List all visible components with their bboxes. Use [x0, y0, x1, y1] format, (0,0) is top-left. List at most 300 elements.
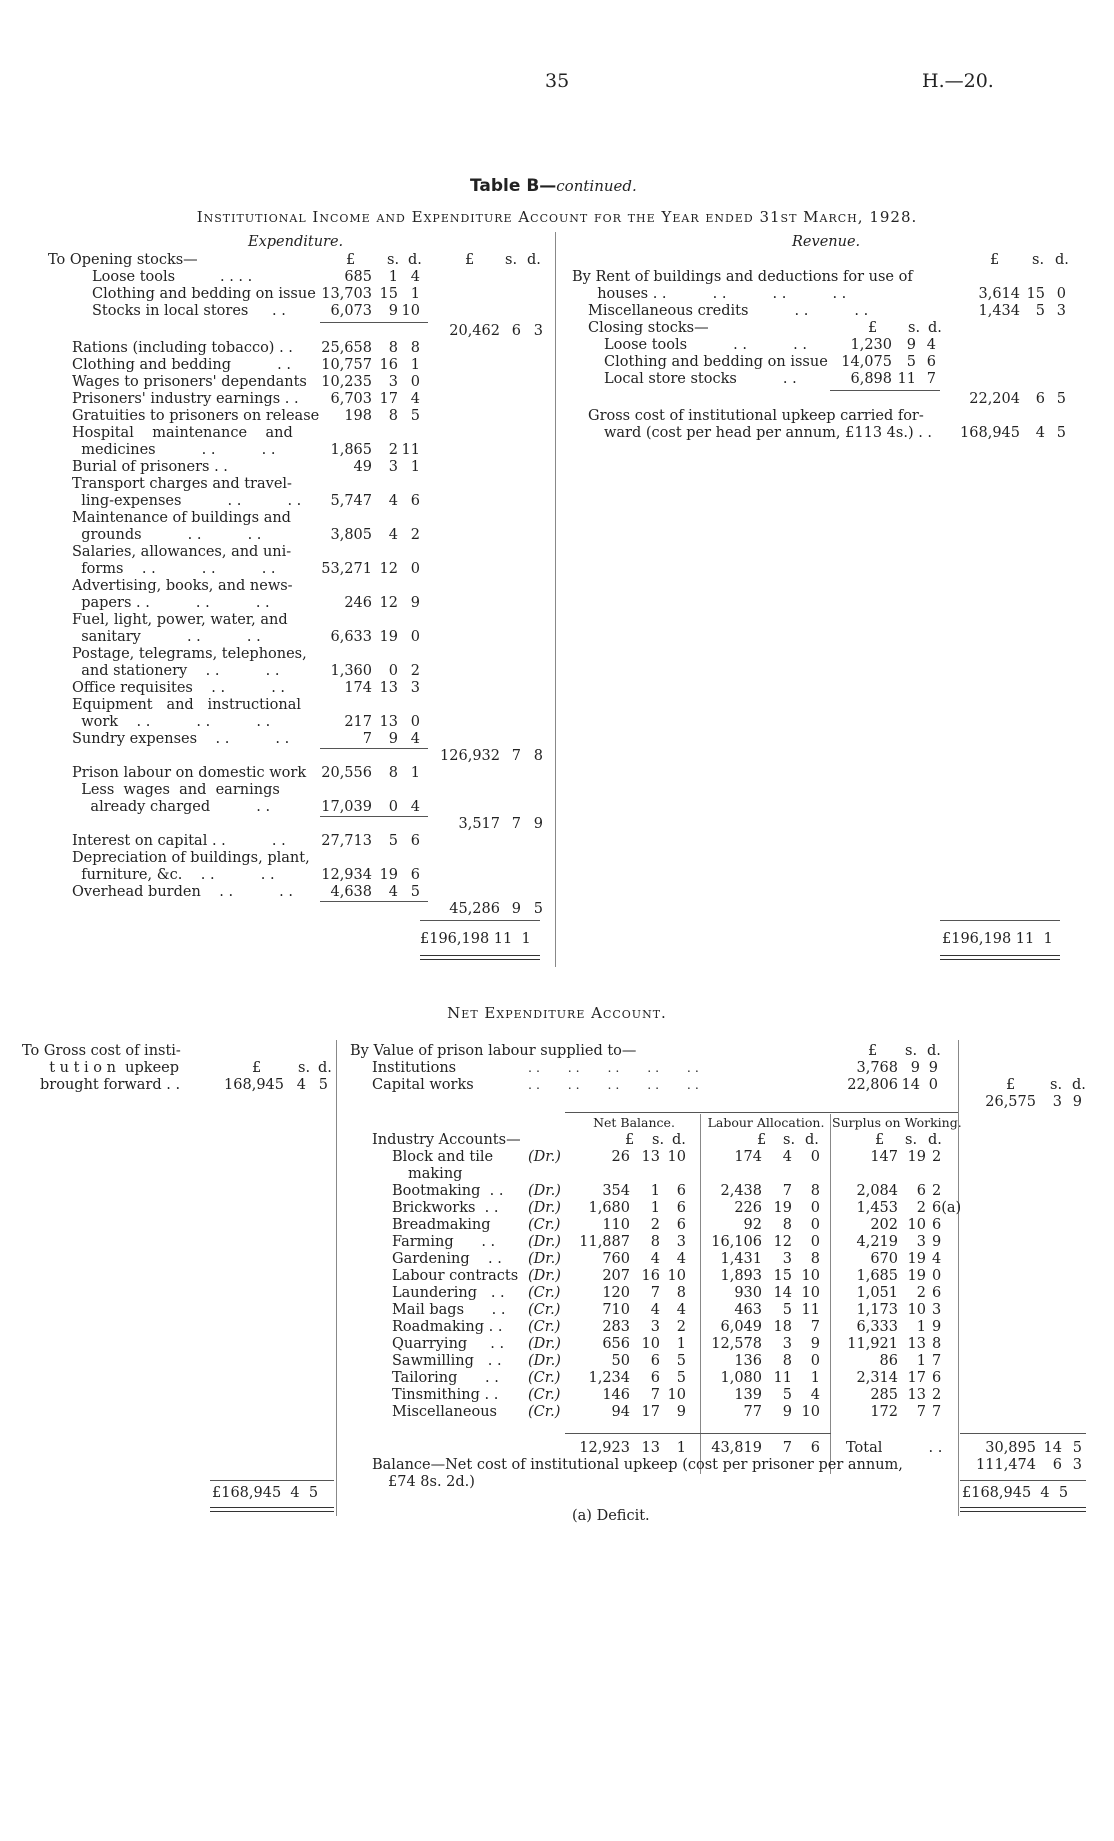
surplus-shillings: 19: [907, 1149, 926, 1165]
row-label: Capital works: [372, 1077, 474, 1093]
col-header-shillings: s.: [1050, 1077, 1063, 1093]
industry-totals: [0, 1440, 1114, 1491]
row-label: sanitary . . . .: [72, 629, 261, 645]
col-header-pounds: £: [990, 252, 1000, 268]
expenditure-item-row: [0, 544, 555, 561]
row-pounds: 12,934: [321, 867, 372, 883]
total-pence: 5: [1072, 1440, 1082, 1456]
row-label: Office requisites . . . .: [72, 680, 286, 696]
net-balance-pounds: 760: [602, 1251, 630, 1267]
labour-allocation-pence: 10: [801, 1268, 820, 1284]
balance-row: [0, 1457, 1114, 1474]
industry-row: [0, 1251, 1114, 1268]
industry-total-rule: [565, 1433, 831, 1434]
surplus-pence: 7: [932, 1353, 942, 1369]
net-balance-shillings: 3: [650, 1319, 660, 1335]
labour-allocation-shillings: 7: [782, 1183, 792, 1199]
surplus-shillings: 13: [907, 1387, 926, 1403]
row-label: Hospital maintenance and: [72, 425, 293, 441]
row-pence: 11: [401, 442, 420, 458]
row-label: ward (cost per head per annum, £113 4s.) . .: [604, 425, 933, 441]
row-pence: 10: [401, 303, 420, 319]
surplus-pence: 6: [932, 1370, 942, 1386]
row-pounds: 685: [344, 269, 372, 285]
row-label: Burial of prisoners . .: [72, 459, 228, 475]
row-shillings: 0: [388, 799, 398, 815]
industry-type: (Cr.): [528, 1404, 561, 1420]
col-header-pounds: £: [625, 1132, 635, 1148]
industry-row: [0, 1319, 1114, 1336]
labour-allocation-shillings: 5: [782, 1302, 792, 1318]
labour-allocation-pence: 0: [810, 1234, 820, 1250]
row-label: ling-expenses . . . .: [72, 493, 302, 509]
col-header-shillings: s.: [905, 1043, 918, 1059]
row-shillings: 12: [379, 595, 398, 611]
row-pounds: 1,865: [330, 442, 372, 458]
industry-type: (Cr.): [528, 1370, 561, 1386]
row-pence: 0: [410, 374, 420, 390]
industry-type: (Cr.): [528, 1302, 561, 1318]
depreciation-row: [0, 867, 555, 884]
labour-allocation-pence: 9: [810, 1336, 820, 1352]
row-shillings: 11: [897, 371, 916, 387]
industry-name: Sawmilling . .: [392, 1353, 502, 1369]
col-header-shillings-total: s.: [505, 252, 518, 268]
labour-allocation-pounds: 43,819: [711, 1440, 762, 1456]
net-balance-pence: 10: [667, 1268, 686, 1284]
row-pounds: 10,757: [321, 357, 372, 373]
total-shillings: 9: [511, 901, 521, 917]
total-shillings: 7: [511, 748, 521, 764]
row-pence: 4: [410, 269, 420, 285]
surplus-shillings: 2: [916, 1200, 926, 1216]
total-pounds: 22,204: [969, 391, 1020, 407]
closing-stocks-label-row: [0, 320, 1114, 337]
row-pence: 4: [926, 337, 936, 353]
labour-allocation-pence: 6: [810, 1440, 820, 1456]
surplus-pounds: 670: [870, 1251, 898, 1267]
total-pence: 9: [533, 816, 543, 832]
row-shillings: 8: [388, 765, 398, 781]
row-label: Loose tools: [92, 269, 176, 285]
closing-stock-row: [0, 337, 1114, 354]
row-pence: 5: [318, 1077, 328, 1093]
net-balance-pence: 3: [676, 1234, 686, 1250]
row-pence: 4: [410, 391, 420, 407]
industry-type: (Cr.): [528, 1285, 561, 1301]
row-pounds: 1,434: [978, 303, 1020, 319]
row-pounds: 6,073: [330, 303, 372, 319]
surplus-pounds: 11,921: [847, 1336, 898, 1352]
total-pounds: 45,286: [449, 901, 500, 917]
industry-row: [0, 1353, 1114, 1370]
labour-allocation-pence: 8: [810, 1183, 820, 1199]
row-label: Loose tools . . . .: [604, 337, 807, 353]
net-balance-shillings: 7: [650, 1285, 660, 1301]
row-pence: 8: [410, 340, 420, 356]
row-pounds: 14,075: [841, 354, 892, 370]
labour-allocation-pence: 0: [810, 1200, 820, 1216]
labour-allocation-pounds: 16,106: [711, 1234, 762, 1250]
surplus-pounds: 1,173: [856, 1302, 898, 1318]
grand-total-rule-expenditure: [420, 920, 540, 921]
closing-stock-row: [0, 371, 1114, 388]
labour-allocation-pence: 8: [810, 1251, 820, 1267]
depreciation-row: [0, 850, 555, 867]
labour-allocation-pounds: 136: [734, 1353, 762, 1369]
net-balance-shillings: 13: [641, 1440, 660, 1456]
row-label: By Rent of buildings and deductions for use of: [572, 269, 913, 285]
net-balance-pence: 5: [676, 1353, 686, 1369]
row-shillings: 2: [388, 442, 398, 458]
row-pounds: 5,747: [330, 493, 372, 509]
row-pence: 0: [410, 714, 420, 730]
total-label: Total . .: [846, 1440, 943, 1456]
net-balance-shillings: 4: [650, 1251, 660, 1267]
expenditure-grand-total: £196,198 11 1: [420, 931, 531, 947]
row-label: brought forward . .: [40, 1077, 181, 1093]
labour-allocation-shillings: 5: [782, 1387, 792, 1403]
less-wages-row: [0, 782, 555, 799]
row-label: Clothing and bedding . .: [72, 357, 291, 373]
labour-allocation-pounds: 1,893: [720, 1268, 762, 1284]
surplus-pounds: 86: [879, 1353, 898, 1369]
sub-header-row: [0, 1132, 1114, 1149]
col-header-pence: d.: [928, 320, 942, 336]
net-balance-pence: 8: [676, 1285, 686, 1301]
footnote: (a) Deficit.: [572, 1508, 650, 1524]
row-shillings: 9: [388, 731, 398, 747]
net-balance-pence: 6: [676, 1217, 686, 1233]
row-label: Salaries, allowances, and uni-: [72, 544, 292, 560]
labour-allocation-pounds: 174: [734, 1149, 762, 1165]
net-balance-pounds: 1,680: [588, 1200, 630, 1216]
surplus-pence: 6: [932, 1217, 942, 1233]
industry-type: (Dr.): [528, 1268, 561, 1284]
surplus-pence: 4: [932, 1251, 942, 1267]
industry-type: (Cr.): [528, 1387, 561, 1403]
row-label: Stocks in local stores: [92, 303, 249, 319]
row-pence: 0: [1056, 286, 1066, 302]
labour-allocation-pounds: 2,438: [720, 1183, 762, 1199]
row-shillings: 8: [388, 340, 398, 356]
surplus-pence: 9: [932, 1319, 942, 1335]
row-pence: 6: [410, 833, 420, 849]
surplus-pence: 9: [932, 1234, 942, 1250]
row-shillings: 4: [1035, 425, 1045, 441]
net-balance-pence: 9: [676, 1404, 686, 1420]
net-balance-pounds: 710: [602, 1302, 630, 1318]
labour-allocation-header: Labour Allocation.: [707, 1115, 825, 1130]
labour-allocation-pounds: 226: [734, 1200, 762, 1216]
col-header-pence: d.: [928, 1132, 942, 1148]
row-shillings: 1: [388, 269, 398, 285]
net-balance-pounds: 656: [602, 1336, 630, 1352]
row-label: Clothing and bedding on issue: [604, 354, 828, 370]
row-pounds: 246: [344, 595, 372, 611]
row-label: Postage, telegrams, telephones,: [72, 646, 307, 662]
surplus-pence: 2: [932, 1387, 942, 1403]
revenue-grand-total: £196,198 11 1: [942, 931, 1053, 947]
row-pounds: 174: [344, 680, 372, 696]
net-balance-pence: 6: [676, 1183, 686, 1199]
surplus-shillings: 7: [916, 1404, 926, 1420]
industry-row: [0, 1217, 1114, 1234]
row-shillings: 12: [379, 561, 398, 577]
total-pounds: 3,517: [458, 816, 500, 832]
row-shillings: 3: [1052, 1094, 1062, 1110]
net-balance-pence: 4: [676, 1251, 686, 1267]
labour-allocation-shillings: 12: [773, 1234, 792, 1250]
labour-allocation-pounds: 92: [743, 1217, 762, 1233]
row-pounds: 168,945: [960, 425, 1020, 441]
net-balance-pounds: 207: [602, 1268, 630, 1284]
row-shillings: 15: [379, 286, 398, 302]
by-label: By Value of prison labour supplied to—: [350, 1043, 637, 1059]
row-shillings: 3: [388, 374, 398, 390]
net-balance-pence: 5: [676, 1370, 686, 1386]
labour-allocation-shillings: 9: [782, 1404, 792, 1420]
industry-row: [0, 1183, 1114, 1200]
industry-name: Roadmaking . .: [392, 1319, 503, 1335]
row-shillings: 0: [388, 663, 398, 679]
row-label: medicines . . . .: [72, 442, 276, 458]
industry-name: Labour contracts: [392, 1268, 519, 1284]
net-balance-pounds: 146: [602, 1387, 630, 1403]
industry-type: (Cr.): [528, 1217, 561, 1233]
surplus-shillings: 2: [916, 1285, 926, 1301]
industry-row: [0, 1285, 1114, 1302]
expenditure-item-row: [0, 493, 555, 510]
row-shillings: 3: [388, 459, 398, 475]
net-balance-pence: 6: [676, 1200, 686, 1216]
balance-row-2: [0, 1474, 1114, 1491]
col-header-pounds-total: £: [465, 252, 475, 268]
industry-name: Miscellaneous: [392, 1404, 497, 1420]
surplus-pounds: 4,219: [856, 1234, 898, 1250]
labour-allocation-pence: 0: [810, 1217, 820, 1233]
industry-row: [0, 1404, 1114, 1421]
row-label: papers . . . . . .: [72, 595, 270, 611]
col-header-pence: d.: [927, 1043, 941, 1059]
right-grand-total-rule: [960, 1480, 1086, 1481]
industry-type: (Dr.): [528, 1251, 561, 1267]
row-shillings: 4: [296, 1077, 306, 1093]
labour-allocation-pounds: 930: [734, 1285, 762, 1301]
net-supply: [0, 1043, 1114, 1111]
row-label: Overhead burden . . . .: [72, 884, 293, 900]
row-label: To Gross cost of insti-: [22, 1043, 181, 1059]
gross-cost-row-1: [0, 408, 1114, 425]
row-pounds: 3,768: [856, 1060, 898, 1076]
net-balance-pence: 10: [667, 1387, 686, 1403]
row-label: Less wages and earnings: [72, 782, 280, 798]
row-label: Rations (including tobacco) . .: [72, 340, 293, 356]
row-shillings: 17: [379, 391, 398, 407]
row-pounds: 22,806: [847, 1077, 898, 1093]
labour-allocation-shillings: 11: [773, 1370, 792, 1386]
surplus-pence: 2: [932, 1149, 942, 1165]
row-label: t u t i o n upkeep: [40, 1060, 180, 1076]
row-pence: 6: [410, 493, 420, 509]
surplus-shillings: 6: [916, 1183, 926, 1199]
row-shillings: 19: [379, 867, 398, 883]
labour-allocation-pence: 0: [810, 1149, 820, 1165]
row-label: houses . . . . . . . .: [588, 286, 847, 302]
industry-name: Mail bags . .: [392, 1302, 506, 1318]
row-pence: 1: [410, 459, 420, 475]
labour-allocation-pounds: 1,431: [720, 1251, 762, 1267]
table-title: [470, 176, 637, 196]
row-dots: . . . .: [220, 269, 253, 285]
net-balance-pence: 1: [676, 1440, 686, 1456]
account-title: Institutional Income and Expenditure Account for the Year ended 31st March, 1928.: [196, 208, 918, 226]
row-shillings: 15: [1026, 286, 1045, 302]
row-pounds: 4,638: [330, 884, 372, 900]
row-pence: 1: [410, 286, 420, 302]
labour-allocation-shillings: 8: [782, 1217, 792, 1233]
row-label: Institutions: [372, 1060, 457, 1076]
row-label: furniture, &c. . . . .: [72, 867, 275, 883]
industry-header-rule: [565, 1112, 958, 1113]
rent-row-2: [0, 286, 1114, 303]
row-pounds: 25,658: [321, 340, 372, 356]
labour-allocation-pounds: 1,080: [720, 1370, 762, 1386]
row-label: Transport charges and travel-: [72, 476, 292, 492]
row-pounds: 6,898: [850, 371, 892, 387]
balance-pounds: 111,474: [976, 1457, 1036, 1473]
net-balance-shillings: 4: [650, 1302, 660, 1318]
net-balance-shillings: 13: [641, 1149, 660, 1165]
row-label: Local store stocks . .: [604, 371, 797, 387]
col-header-pence: d.: [672, 1132, 686, 1148]
misc-credits-row: [0, 303, 1114, 320]
labour-allocation-pence: 7: [810, 1319, 820, 1335]
col-header-shillings: s.: [783, 1132, 796, 1148]
col-header-pence: d.: [408, 252, 422, 268]
total-pence: 5: [1056, 391, 1066, 407]
row-dots: . . . . . . . . . .: [528, 1060, 699, 1075]
total-pence: 8: [533, 748, 543, 764]
labour-allocation-shillings: 15: [773, 1268, 792, 1284]
row-shillings: 5: [906, 354, 916, 370]
labour-allocation-pence: 0: [810, 1353, 820, 1369]
expenditure-heading: Expenditure.: [248, 234, 344, 250]
expenditure-item-row: [0, 595, 555, 612]
row-pence: 5: [410, 408, 420, 424]
row-pence: 9: [928, 1060, 938, 1076]
row-pounds: 1,360: [330, 663, 372, 679]
net-balance-shillings: 6: [650, 1370, 660, 1386]
row-pounds: 6,703: [330, 391, 372, 407]
row-label: grounds . . . .: [72, 527, 262, 543]
industry-name: Breadmaking: [392, 1217, 491, 1233]
labour-allocation-shillings: 14: [773, 1285, 792, 1301]
expenditure-item-row: [0, 510, 555, 527]
net-balance-shillings: 7: [650, 1387, 660, 1403]
row-pence: 6: [410, 867, 420, 883]
row-pounds: 1,230: [850, 337, 892, 353]
industry-type: (Dr.): [528, 1149, 561, 1165]
prison-labour-row: [0, 765, 555, 782]
col-header-shillings: s.: [905, 1132, 918, 1148]
labour-allocation-pounds: 6,049: [720, 1319, 762, 1335]
closing-total-row: [0, 391, 1114, 408]
net-balance-pounds: 94: [611, 1404, 630, 1420]
labour-allocation-shillings: 19: [773, 1200, 792, 1216]
total-shillings: 7: [511, 816, 521, 832]
row-pence: 4: [410, 731, 420, 747]
row-shillings: 14: [901, 1077, 920, 1093]
overhead-row: [0, 884, 555, 901]
labour-allocation-shillings: 8: [782, 1353, 792, 1369]
right-total-rule: [960, 1433, 1086, 1434]
col-header-pence: d.: [318, 1060, 332, 1076]
net-balance-pounds: 354: [602, 1183, 630, 1199]
expenditure-item-row: [0, 646, 555, 663]
right-total-double-rule: [960, 1507, 1086, 1512]
industry-row: [0, 1302, 1114, 1319]
surplus-pence: 0: [932, 1268, 942, 1284]
net-balance-shillings: 10: [641, 1336, 660, 1352]
row-pence: 5: [410, 884, 420, 900]
revenue-list: [0, 269, 1114, 388]
expenditure-item-row: [0, 561, 555, 578]
surplus-shillings: 3: [916, 1234, 926, 1250]
labour-allocation-pounds: 77: [743, 1404, 762, 1420]
net-balance-pence: 10: [667, 1149, 686, 1165]
industry-name: Bootmaking . .: [392, 1183, 504, 1199]
labour-allocation-pounds: 463: [734, 1302, 762, 1318]
document-reference: H.—20.: [922, 70, 994, 92]
expenditure-item-row: [0, 629, 555, 646]
col-header-pounds: £: [868, 1043, 878, 1059]
industry-total-row: [0, 1440, 1114, 1457]
row-label: Wages to prisoners' dependants: [72, 374, 307, 390]
grand-total-double-rule-revenue: [940, 955, 1060, 960]
industry-name: Block and tile: [392, 1149, 494, 1165]
industry-type: (Cr.): [528, 1319, 561, 1335]
row-pounds: 3,805: [330, 527, 372, 543]
supply-row: [0, 1077, 1114, 1094]
row-pence: 7: [926, 371, 936, 387]
expenditure-item-row: [0, 459, 555, 476]
labour-allocation-shillings: 18: [773, 1319, 792, 1335]
row-shillings: 13: [379, 714, 398, 730]
page-number: 35: [545, 70, 570, 92]
total-pence: 5: [533, 901, 543, 917]
expenditure-item-row: [0, 663, 555, 680]
net-balance-pounds: 50: [611, 1353, 630, 1369]
row-shillings: 9: [388, 303, 398, 319]
total-shillings: 6: [511, 323, 521, 339]
row-pounds: 26,575: [985, 1094, 1036, 1110]
expenditure-item-row: [0, 578, 555, 595]
surplus-pounds: 172: [870, 1404, 898, 1420]
gross-cost: [0, 408, 1114, 442]
row-label: Gratuities to prisoners on release: [72, 408, 320, 424]
row-label: Closing stocks—: [588, 320, 709, 336]
supply-header-row: [0, 1043, 1114, 1060]
balance-shillings: 6: [1052, 1457, 1062, 1473]
row-pence: 9: [410, 595, 420, 611]
row-pence: 2: [410, 527, 420, 543]
revenue-heading: Revenue.: [792, 234, 861, 250]
industry-row: [0, 1268, 1114, 1285]
surplus-pounds: 1,051: [856, 1285, 898, 1301]
interest-row: [0, 833, 555, 850]
industry-row: [0, 1234, 1114, 1251]
